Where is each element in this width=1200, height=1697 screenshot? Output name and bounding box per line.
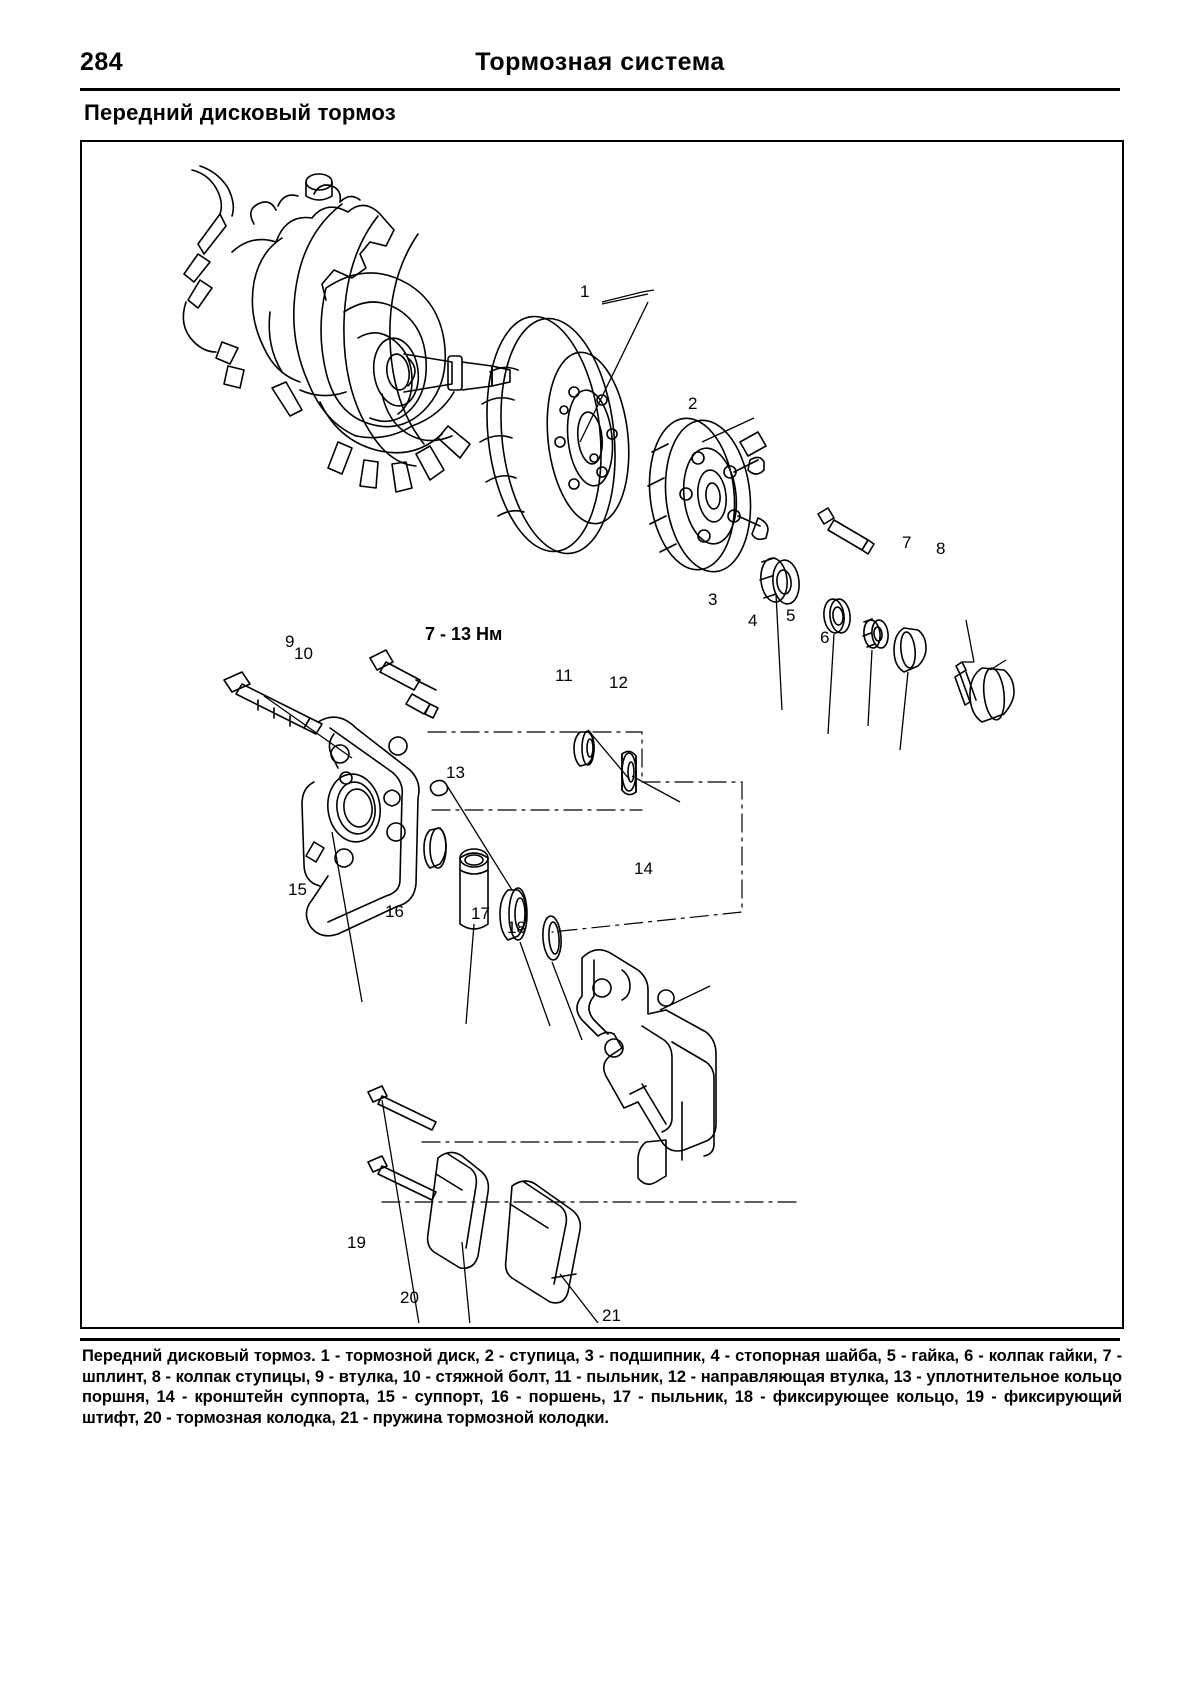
caliper-guide-bolt: [406, 694, 438, 718]
bearing-and-nut-parts: [759, 557, 1014, 722]
callout-18: 18: [507, 918, 526, 937]
steering-knuckle-assembly: [183, 166, 510, 492]
callout-2: 2: [688, 394, 698, 413]
callout-4: 4: [748, 611, 758, 630]
callout-16: 16: [385, 902, 404, 921]
piston-seal-part: [430, 780, 447, 795]
callout-19: 19: [347, 1233, 366, 1252]
caption-divider: [80, 1338, 1120, 1341]
torque-bolt: [370, 650, 436, 690]
figure-caption: Передний дисковый тормоз. 1 - тормозной диск, 2 - ступица, 3 - подшипник, 4 - стопорная шайба, 5 - гайка, 6 - колпак гайки, 7 - шплинт, 8 - колпак ступицы, 9 - втулка, 10 - стяжной болт, 11 - пыльник, 12 - направляющая втулка, 13 - уплотнительное кольцо поршня, 14 - кронштейн суппорта, 15 - суппорт, 16 - поршень, 17 - пыльник, 18 - фиксирующее кольцо, 19 - фиксирующий штифт, 20 - тормозная колодка, 21 - пружина тормозной колодки.: [82, 1347, 1122, 1427]
page-number: 284: [80, 48, 124, 76]
callout-9: 9: [285, 632, 295, 651]
callout-10: 10: [294, 644, 313, 663]
front-disc-brake-exploded-diagram: [82, 142, 1118, 1323]
callout-21: 21: [602, 1306, 621, 1323]
callout-6: 6: [820, 628, 830, 647]
boot-and-guide-sleeve: [574, 731, 636, 795]
wheel-hub-part: [642, 414, 768, 576]
torque-spec-label: 7 - 13 Нм: [425, 624, 503, 644]
callout-13: 13: [446, 763, 465, 782]
retaining-ring-part: [541, 915, 562, 960]
retaining-pin-parts: [368, 1086, 436, 1200]
assembly-axis-lines: [382, 732, 802, 1202]
brake-pad-parts: [428, 1152, 581, 1302]
callout-12: 12: [609, 673, 628, 692]
callout-14: 14: [634, 859, 653, 878]
callout-11: 11: [555, 666, 573, 685]
callout-8: 8: [936, 539, 946, 558]
callout-3: 3: [708, 590, 718, 609]
callout-1: 1: [580, 282, 590, 301]
callout-20: 20: [400, 1288, 419, 1307]
callout-17: 17: [471, 904, 490, 923]
page-title: Тормозная система: [475, 48, 725, 76]
section-title: Передний дисковый тормоз: [84, 100, 396, 125]
caliper-bracket-part: [577, 950, 716, 1184]
callout-5: 5: [786, 606, 796, 625]
callout-15: 15: [288, 880, 307, 899]
brake-disc-part: [476, 311, 637, 559]
figure-frame: [80, 140, 1124, 1329]
header-divider: [80, 88, 1120, 91]
callout-7: 7: [902, 533, 912, 552]
wheel-bolt: [818, 508, 874, 554]
page-header: [80, 48, 1120, 90]
